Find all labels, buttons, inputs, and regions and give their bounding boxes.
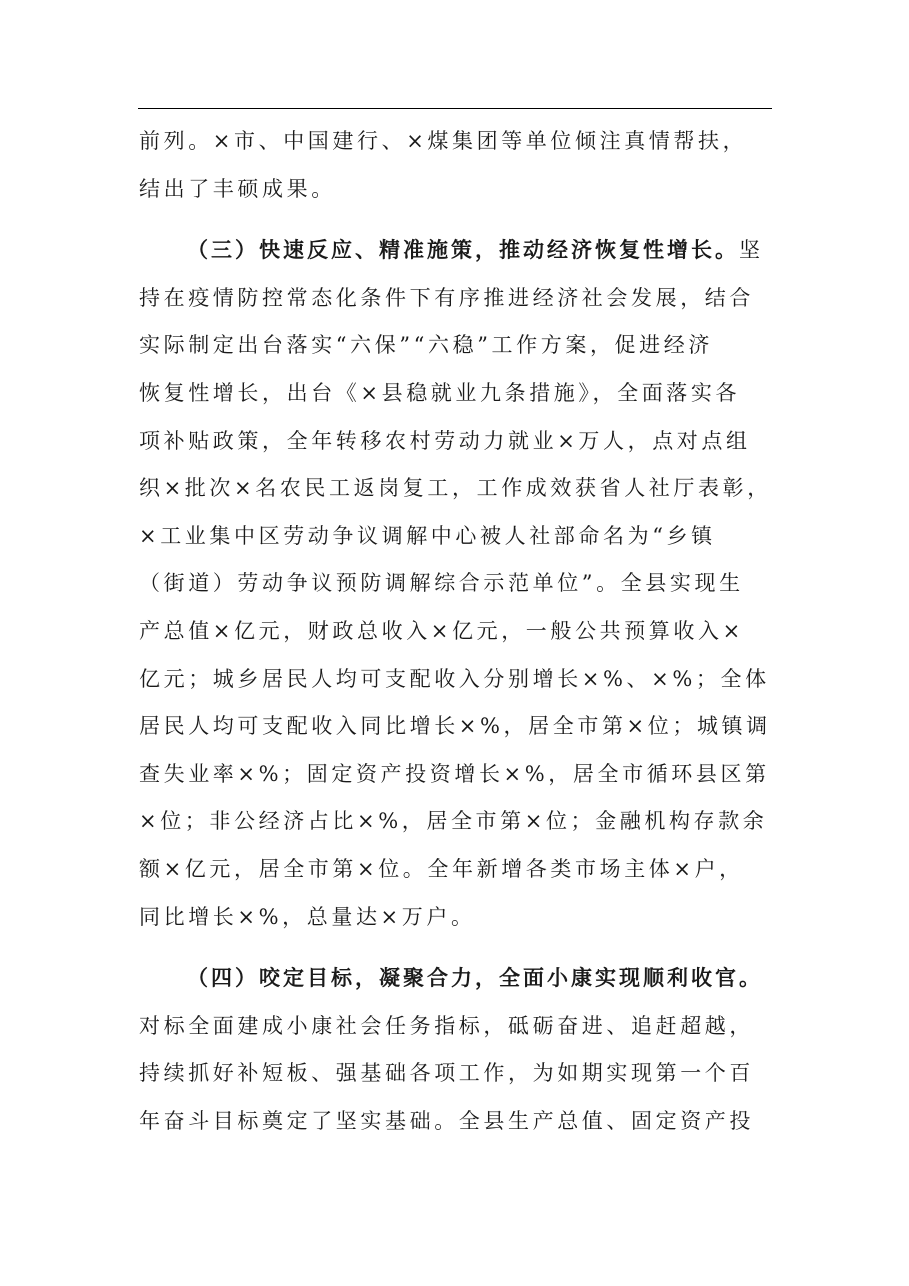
text-line: ×位；非公经济占比×%，居全市第×位；金融机构存款余 [139, 809, 768, 834]
text-line: 对标全面建成小康社会任务指标，砥砺奋进、追赶超越， [139, 1013, 754, 1038]
text-line: 同比增长×%，总量达×万户。 [139, 904, 476, 929]
section-heading-four: （四）咬定目标，凝聚合力，全面小康实现顺利收官。 [187, 965, 763, 991]
document-body [139, 118, 779, 1145]
text-line: ×工业集中区劳动争议调解中心被人社部命名为“乡镇 [139, 523, 716, 548]
text-line: 额×亿元，居全市第×位。全年新增各类市场主体×户， [139, 856, 744, 881]
text-line: 查失业率×%；固定资产投资增长×%，居全市循环县区第 [139, 761, 770, 786]
paragraph-section-four [139, 954, 779, 1145]
text-line: 结出了丰硕成果。 [139, 176, 336, 201]
text-line: 持续抓好补短板、强基础各项工作，为如期实现第一个百 [139, 1061, 754, 1086]
text-line: （街道）劳动争议预防调解综合示范单位”。全县实现生 [139, 571, 744, 596]
text-line: 实际制定出台落实“六保”“六稳”工作方案，促进经济 [139, 333, 713, 358]
text-line: 织×批次×名农民工返岗复工，工作成效获省人社厅表彰， [139, 476, 772, 501]
text-line: 亿元；城乡居民人均可支配收入分别增长×%、×%；全体 [139, 666, 770, 691]
text-line [139, 226, 779, 275]
header-rule [138, 108, 772, 109]
text-line: 恢复性增长，出台《×县稳就业九条措施》，全面落实各 [139, 380, 741, 405]
text-line: 居民人均可支配收入同比增长×%，居全市第×位；城镇调 [139, 714, 771, 739]
text-line: 持在疫情防控常态化条件下有序推进经济社会发展，结合 [139, 285, 754, 310]
text-line: 前列。×市、中国建行、×煤集团等单位倾注真情帮扶， [139, 129, 748, 153]
paragraph-section-three [139, 226, 779, 941]
paragraph-continuation [139, 118, 779, 213]
text-line: 项补贴政策，全年转移农村劳动力就业×万人，点对点组 [139, 428, 751, 453]
text-line: 年奋斗目标奠定了坚实基础。全县生产总值、固定资产投 [139, 1108, 754, 1133]
text-line [139, 954, 779, 1003]
heading-tail-text: 坚 [739, 238, 764, 263]
text-line: 产总值×亿元，财政总收入×亿元，一般公共预算收入× [139, 618, 744, 643]
section-heading-three: （三）快速反应、精准施策，推动经济恢复性增长。 [187, 237, 739, 263]
